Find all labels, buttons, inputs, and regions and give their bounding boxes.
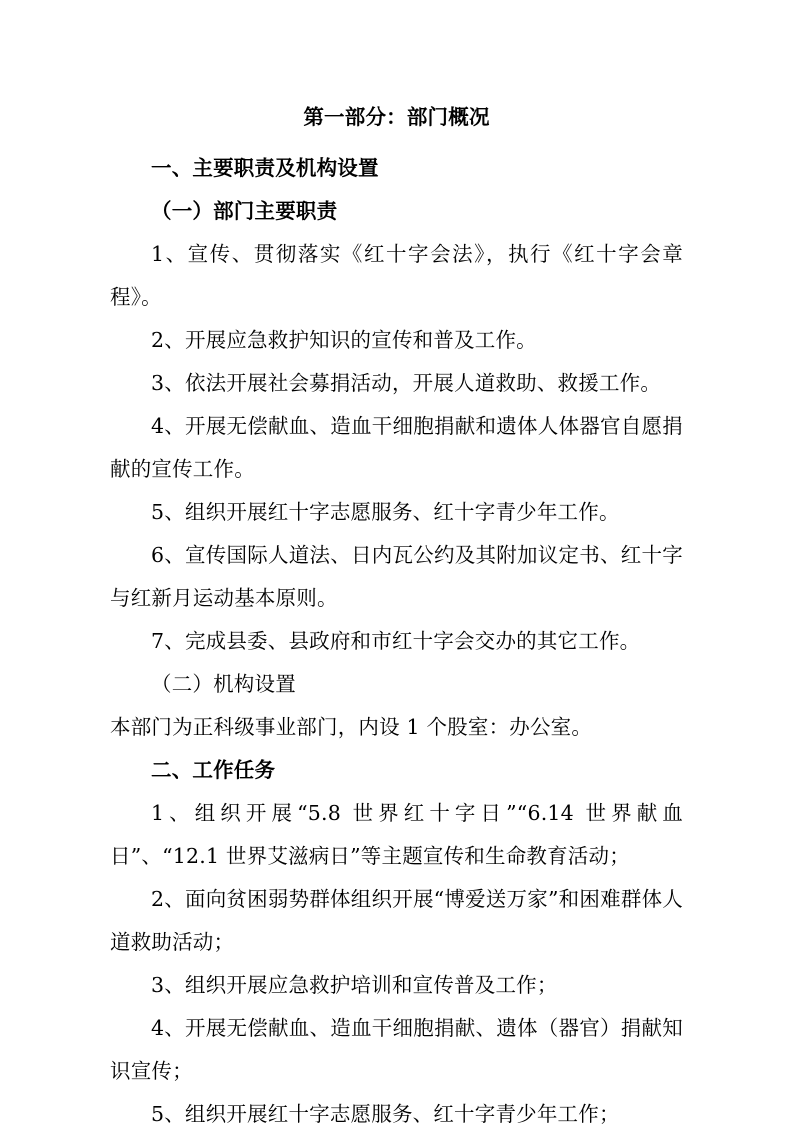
section-heading: 二、工作任务 — [151, 758, 276, 782]
document-body — [110, 96, 683, 1136]
list-item: 7、完成县委、县政府和市红十字会交办的其它工作。 — [151, 629, 641, 653]
list-item: 5、组织开展红十字志愿服务、红十字青少年工作。 — [151, 500, 620, 524]
subsection-label: （二）机构设置 — [151, 672, 296, 696]
list-item: 1、组织开展“5.8 世界红十字日”“6.14 世界献血日”、“12.1 世界艾滋病日”等主题宣传和生命教育活动； — [110, 801, 683, 868]
section-heading: 一、主要职责及机构设置 — [151, 156, 379, 180]
page-title: 第一部分：部门概况 — [303, 105, 490, 129]
list-item: 4、开展无偿献血、造血干细胞捐献和遗体人体器官自愿捐献的宣传工作。 — [110, 414, 683, 481]
list-item: 4、开展无偿献血、造血干细胞捐献、遗体（器官）捐献知识宣传； — [110, 1016, 683, 1083]
subsection-heading: （一）部门主要职责 — [151, 199, 338, 223]
paragraph: 本部门为正科级事业部门，内设 1 个股室：办公室。 — [110, 715, 593, 739]
list-item: 3、依法开展社会募捐活动，开展人道救助、救援工作。 — [151, 371, 662, 395]
list-item: 1、宣传、贯彻落实《红十字会法》，执行《红十字会章程》。 — [110, 242, 683, 309]
list-item: 2、面向贫困弱势群体组织开展“博爱送万家”和困难群体人道救助活动； — [110, 887, 683, 954]
list-item: 5、组织开展红十字志愿服务、红十字青少年工作； — [151, 1102, 620, 1126]
list-item: 3、组织开展应急救护培训和宣传普及工作； — [151, 973, 558, 997]
list-item: 6、宣传国际人道法、日内瓦公约及其附加议定书、红十字与红新月运动基本原则。 — [110, 543, 683, 610]
list-item: 2、开展应急救护知识的宣传和普及工作。 — [151, 328, 537, 352]
